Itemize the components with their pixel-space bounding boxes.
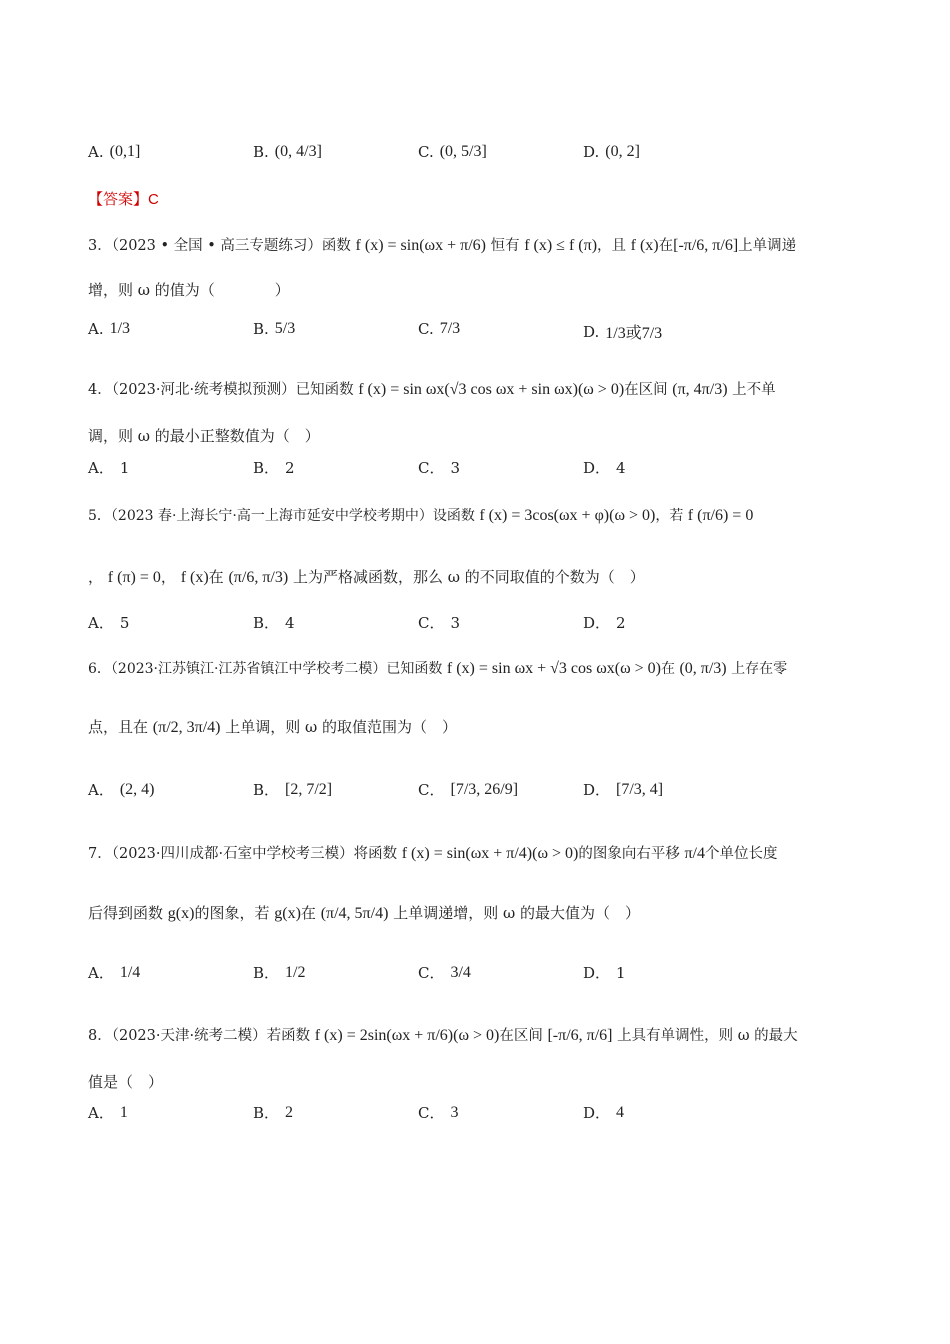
q3-text: 上单调递: [738, 238, 797, 254]
q8-text: 在区间: [499, 1028, 543, 1044]
q3-text: ，且: [597, 238, 627, 254]
q4-text: 4．（2023·河北·统考模拟预测）已知函数: [88, 382, 354, 398]
q7-text: 的图象，若: [194, 904, 270, 922]
q3-fx: f (x): [630, 237, 659, 254]
q3-option-a: [88, 320, 130, 338]
option-value: 3: [450, 1103, 459, 1121]
q5-option-c: [418, 612, 460, 633]
option-label: D．: [583, 459, 611, 477]
q8-option-d: [583, 1102, 624, 1123]
option-label: C．: [418, 964, 445, 982]
q7-function: f (x) = sin(ωx + π/4)(ω > 0): [401, 845, 579, 862]
q4-text: 在区间: [624, 382, 668, 398]
option-label: C.: [418, 320, 434, 338]
q5-text: 在: [208, 568, 224, 586]
option-label: B．: [253, 459, 280, 477]
option-label: A．: [88, 459, 114, 477]
q7-gx: g(x): [167, 905, 195, 922]
q7-gx: g(x): [274, 905, 301, 922]
option-value: 4: [616, 1103, 625, 1121]
q7-text: 个单位长度: [704, 846, 778, 862]
q2-option-a: [88, 143, 140, 161]
q5-text: 5．（2023 春·上海长宁·高一上海市延安中学校考期中）设函数: [88, 508, 475, 524]
option-value: 4: [285, 613, 295, 632]
q5-condition2: f (π) = 0: [107, 569, 161, 586]
q5-text: 上为严格减函数，那么 ω 的不同取值的个数为（ ）: [292, 568, 645, 586]
q6-text: 在: [660, 661, 675, 677]
q3-number: 3．: [88, 238, 112, 254]
option-value: 7/3: [439, 320, 461, 337]
q7-text: 后得到函数: [88, 904, 164, 922]
q7-option-c: [418, 962, 471, 983]
option-label: D．: [583, 964, 611, 982]
option-label: D．: [583, 781, 611, 799]
option-value: 1/3或7/3: [605, 325, 663, 342]
q6-interval2: (π/2, 3π/4): [152, 719, 221, 736]
option-value: [2, 7/2]: [285, 780, 333, 798]
q7-text: 在: [300, 904, 316, 922]
q6-text: 6．（2023·江苏镇江·江苏省镇江中学校考二模）已知函数: [88, 661, 443, 677]
q7-option-b: [253, 962, 305, 983]
option-label: B.: [253, 320, 269, 338]
q3-text: 恒有: [490, 238, 520, 254]
q6-text: 上单调，则 ω 的取值范围为（ ）: [225, 718, 458, 736]
option-label: A．: [88, 614, 114, 632]
q8-option-c: [418, 1102, 458, 1123]
q5-option-d: [583, 612, 626, 633]
option-value: [7/3, 4]: [616, 780, 664, 798]
option-value: 2: [285, 1103, 294, 1121]
q3-source: （2023 • 全国 • 高三专题练习）函数: [111, 238, 351, 254]
option-value: (0, 5/3]: [439, 143, 487, 160]
q7-text: 的图象向右平移: [578, 846, 680, 862]
option-label: B．: [253, 964, 280, 982]
option-value: 1: [119, 1103, 128, 1121]
q3-stem-line2: 增，则 ω 的值为（ ）: [88, 281, 290, 299]
q5-stem-line2: [88, 566, 645, 587]
q8-function: f (x) = 2sin(ωx + π/6)(ω > 0): [314, 1027, 500, 1044]
option-label: A．: [88, 1104, 114, 1122]
q5-text: ，: [160, 568, 176, 586]
q6-option-a: [88, 779, 155, 800]
q8-text: 8．（2023·天津·统考二模）若函数: [88, 1028, 311, 1044]
q3-text: 在: [658, 238, 674, 254]
q5-interval: (π/6, π/3): [228, 569, 289, 586]
option-value: 2: [285, 458, 295, 477]
q4-option-c: [418, 457, 460, 478]
option-value: 3: [450, 458, 461, 477]
q6-interval1: (0, π/3): [679, 660, 727, 677]
option-value: (0, 4/3]: [274, 143, 322, 160]
q5-stem-line1: [88, 505, 753, 525]
option-value: 5/3: [274, 320, 296, 337]
option-value: (0, 2]: [605, 143, 640, 160]
q6-option-d: [583, 779, 663, 800]
q4-interval: (π, 4π/3): [672, 381, 728, 398]
q2-option-b: [253, 143, 322, 161]
option-value: 1/3: [109, 320, 131, 337]
option-label: B．: [253, 781, 280, 799]
q8-option-b: [253, 1102, 293, 1123]
q5-function: f (x) = 3cos(ωx + φ)(ω > 0): [479, 507, 656, 524]
q5-option-a: [88, 612, 129, 633]
q8-stem-line2: 值是（ ）: [88, 1073, 164, 1091]
q3-function: f (x) = sin(ωx + π/6): [355, 237, 486, 254]
q5-option-b: [253, 612, 295, 633]
q7-text: 7．（2023·四川成都·石室中学校考三模）将函数: [88, 846, 398, 862]
q6-option-b: [253, 779, 332, 800]
option-label: D.: [583, 322, 600, 341]
option-value: (2, 4): [119, 780, 155, 798]
q2-option-c: [418, 143, 487, 161]
answer-line: [88, 188, 159, 209]
option-value: 3: [450, 613, 461, 632]
option-label: A．: [88, 781, 114, 799]
q6-text: 上存在零: [731, 661, 788, 677]
q8-text: 上具有单调性，则 ω 的最大: [617, 1028, 798, 1044]
q8-stem-line1: [88, 1024, 798, 1045]
option-value: (0,1]: [109, 143, 141, 160]
option-label: D．: [583, 1104, 611, 1122]
option-value: 5: [119, 613, 130, 632]
option-label: C．: [418, 614, 445, 632]
q7-interval: (π/4, 5π/4): [320, 905, 389, 922]
option-value: 1: [616, 963, 626, 982]
option-label: B．: [253, 1104, 280, 1122]
q7-text: 上单调递增，则 ω 的最大值为（ ）: [393, 904, 640, 922]
q5-fx: f (x): [180, 569, 209, 586]
q4-stem-line1: [88, 378, 776, 399]
q4-text: 上不单: [732, 382, 776, 398]
q8-interval: [-π/6, π/6]: [547, 1027, 613, 1044]
option-label: C．: [418, 1104, 445, 1122]
answer-prefix: 【答案】: [88, 190, 149, 208]
option-label: A.: [88, 320, 104, 338]
q6-option-c: [418, 779, 518, 800]
q4-function: f (x) = sin ωx(√3 cos ωx + sin ωx)(ω > 0): [358, 381, 625, 398]
q5-text: ，: [88, 568, 104, 586]
q4-option-b: [253, 457, 295, 478]
q5-condition1: f (π/6) = 0: [687, 507, 754, 524]
q3-option-c: [418, 320, 460, 338]
q3-condition: f (x) ≤ f (π): [524, 237, 598, 254]
q8-option-a: [88, 1102, 128, 1123]
answer-letter: C: [148, 191, 159, 208]
q6-stem-line1: [88, 658, 787, 678]
option-value: 1: [119, 458, 130, 477]
option-value: 2: [616, 613, 626, 632]
q3-stem-line1: [88, 234, 796, 255]
q7-shift: π/4: [684, 845, 705, 862]
q4-option-a: [88, 457, 129, 478]
q3-option-b: [253, 320, 295, 338]
option-value: 4: [616, 458, 626, 477]
q6-function: f (x) = sin ωx + √3 cos ωx(ω > 0): [446, 660, 661, 677]
q5-text: ，若: [655, 508, 684, 524]
q6-stem-line2: [88, 716, 457, 737]
q7-stem-line2: [88, 902, 640, 923]
option-label: B．: [253, 614, 280, 632]
option-label: D．: [583, 614, 611, 632]
q4-option-d: [583, 457, 626, 478]
option-value: 1/2: [285, 963, 306, 981]
option-label: A.: [88, 143, 104, 161]
q2-option-d: [583, 143, 640, 161]
option-label: C．: [418, 781, 445, 799]
q6-text: 点，且在: [88, 718, 149, 736]
option-label: A．: [88, 964, 114, 982]
q7-stem-line1: [88, 842, 777, 863]
option-label: D.: [583, 143, 600, 161]
option-value: 3/4: [450, 963, 471, 981]
q3-interval: [-π/6, π/6]: [673, 237, 739, 254]
q7-option-a: [88, 962, 140, 983]
option-label: C.: [418, 143, 434, 161]
q4-stem-line2: 调，则 ω 的最小正整数值为（ ）: [88, 427, 320, 445]
q7-option-d: [583, 962, 626, 983]
option-label: C．: [418, 459, 445, 477]
option-value: 1/4: [119, 963, 141, 981]
option-value: [7/3, 26/9]: [450, 780, 519, 798]
option-label: B.: [253, 143, 269, 161]
q3-option-d: [583, 320, 662, 343]
